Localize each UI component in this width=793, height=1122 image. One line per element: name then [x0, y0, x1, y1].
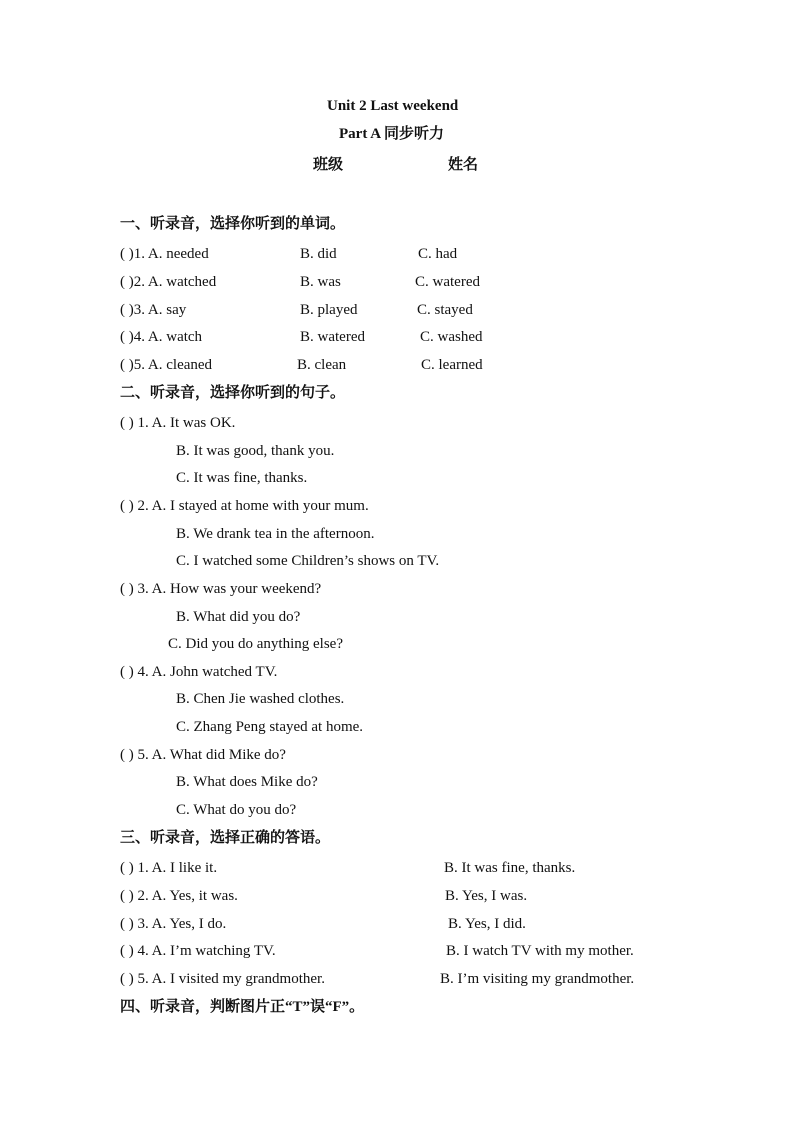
- s1-q1-b: B. did: [300, 246, 337, 262]
- s1-q4-a: ( )4. A. watch: [120, 329, 203, 345]
- s3-q5-a: ( ) 5. A. I visited my grandmother.: [120, 971, 325, 987]
- s3-q2-a: ( ) 2. A. Yes, it was.: [120, 888, 238, 904]
- s1-q4-c: C. washed: [420, 329, 483, 345]
- s1-q3-b: B. played: [300, 302, 358, 318]
- section-3-heading: 三、听录音，选择正确的答语。: [120, 830, 331, 846]
- s3-q4-b: B. I watch TV with my mother.: [446, 943, 634, 959]
- s3-q4-a: ( ) 4. A. I’m watching TV.: [120, 943, 276, 959]
- s2-q5-c: C. What do you do?: [176, 802, 297, 818]
- s2-q4-a: ( ) 4. A. John watched TV.: [120, 664, 278, 680]
- s3-q3-b: B. Yes, I did.: [448, 916, 526, 932]
- s2-q1-b: B. It was good, thank you.: [176, 443, 335, 459]
- s2-q2-a: ( ) 2. A. I stayed at home with your mum.: [120, 498, 369, 514]
- s3-q2-b: B. Yes, I was.: [445, 888, 528, 904]
- page-subtitle: Part A 同步听力: [339, 126, 444, 142]
- name-label: 姓名: [448, 157, 479, 173]
- s2-q4-b: B. Chen Jie washed clothes.: [176, 691, 345, 707]
- s3-q1-b: B. It was fine, thanks.: [444, 860, 576, 876]
- s3-q5-b: B. I’m visiting my grandmother.: [440, 971, 635, 987]
- s2-q1-c: C. It was fine, thanks.: [176, 470, 308, 486]
- s2-q3-a: ( ) 3. A. How was your weekend?: [120, 581, 322, 597]
- s1-q1-a: ( )1. A. needed: [120, 246, 209, 262]
- s2-q3-c: C. Did you do anything else?: [168, 636, 343, 652]
- s1-q2-a: ( )2. A. watched: [120, 274, 217, 290]
- s1-q3-a: ( )3. A. say: [120, 302, 187, 318]
- section-4-heading: 四、听录音，判断图片正“T”误“F”。: [120, 999, 365, 1015]
- s2-q1-a: ( ) 1. A. It was OK.: [120, 415, 236, 431]
- s1-q5-c: C. learned: [421, 357, 483, 373]
- section-2-heading: 二、听录音，选择你听到的句子。: [120, 385, 346, 401]
- s3-q3-a: ( ) 3. A. Yes, I do.: [120, 916, 227, 932]
- s1-q4-b: B. watered: [300, 329, 365, 345]
- s1-q2-c: C. watered: [415, 274, 480, 290]
- s2-q5-b: B. What does Mike do?: [176, 774, 318, 790]
- page-title: Unit 2 Last weekend: [327, 98, 459, 114]
- s2-q5-a: ( ) 5. A. What did Mike do?: [120, 747, 286, 763]
- s1-q2-b: B. was: [300, 274, 341, 290]
- s2-q3-b: B. What did you do?: [176, 609, 301, 625]
- class-label: 班级: [313, 157, 344, 173]
- s2-q2-c: C. I watched some Children’s shows on TV.: [176, 553, 440, 569]
- s1-q5-b: B. clean: [297, 357, 347, 373]
- s2-q2-b: B. We drank tea in the afternoon.: [176, 526, 375, 542]
- s2-q4-c: C. Zhang Peng stayed at home.: [176, 719, 364, 735]
- section-1-heading: 一、听录音，选择你听到的单词。: [120, 216, 346, 232]
- s1-q1-c: C. had: [418, 246, 458, 262]
- s3-q1-a: ( ) 1. A. I like it.: [120, 860, 218, 876]
- s1-q5-a: ( )5. A. cleaned: [120, 357, 213, 373]
- s1-q3-c: C. stayed: [417, 302, 473, 318]
